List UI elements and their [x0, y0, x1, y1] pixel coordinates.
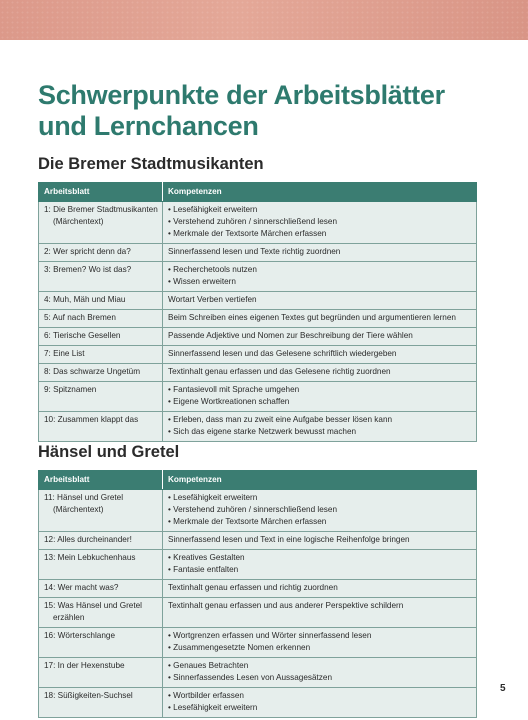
kompetenz-item: • Genaues Betrachten [168, 661, 249, 670]
kompetenz-item: • Eigene Wortkreationen schaffen [168, 397, 290, 406]
table-row [39, 310, 477, 328]
kompetenz-item: • Recherchetools nutzen [168, 265, 257, 274]
table-row [39, 292, 477, 310]
table-row [39, 202, 477, 244]
kompetenz-item: Textinhalt genau erfassen und richtig zuordnen [168, 583, 338, 592]
arbeitsblatt-text: 16: Wörterschlange [44, 631, 115, 640]
kompetenzen-cell [163, 244, 477, 262]
page-title [38, 80, 498, 142]
table-row [39, 412, 477, 442]
column-header-kompetenzen: Kompetenzen [163, 471, 477, 490]
kompetenz-item: • Kreatives Gestalten [168, 553, 245, 562]
arbeitsblatt-text: 10: Zusammen klappt das [44, 415, 139, 424]
kompetenzen-cell [163, 628, 477, 658]
kompetenzen-cell [163, 382, 477, 412]
kompetenz-item: Textinhalt genau erfassen und das Gelesene richtig zuordnen [168, 367, 391, 376]
arbeitsblatt-text: 6: Tierische Gesellen [44, 331, 121, 340]
arbeitsblatt-text: 3: Bremen? Wo ist das? [44, 265, 132, 274]
kompetenz-item: • Merkmale der Textsorte Märchen erfassen [168, 229, 327, 238]
arbeitsblatt-cell [39, 580, 163, 598]
page-number: 5 [500, 683, 506, 694]
page-title-line: und Lernchancen [38, 111, 259, 141]
table-row [39, 688, 477, 718]
table-row [39, 382, 477, 412]
kompetenzen-cell [163, 262, 477, 292]
arbeitsblatt-cell [39, 688, 163, 718]
kompetenz-item: • Verstehend zuhören / sinnerschließend lesen [168, 217, 337, 226]
kompetenz-item: Sinnerfassend lesen und Texte richtig zuordnen [168, 247, 341, 256]
arbeitsblatt-cell [39, 598, 163, 628]
arbeitsblatt-text: 2: Wer spricht denn da? [44, 247, 131, 256]
column-header-arbeitsblatt: Arbeitsblatt [39, 183, 163, 202]
arbeitsblatt-text: 7: Eine List [44, 349, 85, 358]
arbeitsblatt-cell [39, 262, 163, 292]
kompetenzen-cell [163, 328, 477, 346]
table-header-row [39, 183, 477, 202]
kompetenzen-cell [163, 364, 477, 382]
competence-table [38, 470, 477, 718]
arbeitsblatt-text: 11: Hänsel und Gretel [44, 493, 124, 502]
arbeitsblatt-text: 4: Muh, Mäh und Miau [44, 295, 126, 304]
table-row [39, 658, 477, 688]
kompetenzen-cell [163, 310, 477, 328]
kompetenzen-cell [163, 202, 477, 244]
column-header-arbeitsblatt: Arbeitsblatt [39, 471, 163, 490]
kompetenz-item: • Merkmale der Textsorte Märchen erfassen [168, 517, 327, 526]
competence-table [38, 182, 477, 442]
table-row [39, 580, 477, 598]
table-row [39, 628, 477, 658]
kompetenzen-cell [163, 532, 477, 550]
kompetenz-item: Wortart Verben vertiefen [168, 295, 257, 304]
arbeitsblatt-cell [39, 490, 163, 532]
arbeitsblatt-text: (Märchentext) [53, 505, 104, 514]
section-heading: Die Bremer Stadtmusikanten [38, 155, 264, 173]
arbeitsblatt-cell [39, 202, 163, 244]
kompetenz-item: • Sich das eigene starke Netzwerk bewusst machen [168, 427, 357, 436]
kompetenz-item: • Erleben, dass man zu zweit eine Aufgabe besser lösen kann [168, 415, 393, 424]
kompetenzen-cell [163, 292, 477, 310]
kompetenz-item: • Lesefähigkeit erweitern [168, 703, 258, 712]
arbeitsblatt-cell [39, 292, 163, 310]
kompetenz-item: Beim Schreiben eines eigenen Textes gut begründen und argumentieren lernen [168, 313, 456, 322]
arbeitsblatt-cell [39, 550, 163, 580]
kompetenz-item: • Wortbilder erfassen [168, 691, 244, 700]
arbeitsblatt-cell [39, 412, 163, 442]
arbeitsblatt-cell [39, 328, 163, 346]
kompetenz-item: Textinhalt genau erfassen und aus anderer Perspektive schildern [168, 601, 404, 610]
arbeitsblatt-text: 9: Spitznamen [44, 385, 97, 394]
kompetenz-item: Sinnerfassend lesen und das Gelesene schriftlich wiedergeben [168, 349, 397, 358]
arbeitsblatt-cell [39, 310, 163, 328]
page-title-line: Schwerpunkte der Arbeitsblätter [38, 80, 445, 110]
table-row [39, 550, 477, 580]
decorative-header-band [0, 0, 528, 40]
arbeitsblatt-text: 13: Mein Lebkuchenhaus [44, 553, 136, 562]
table-row [39, 598, 477, 628]
kompetenzen-cell [163, 346, 477, 364]
table-row [39, 328, 477, 346]
kompetenzen-cell [163, 490, 477, 532]
table-row [39, 346, 477, 364]
kompetenzen-cell [163, 412, 477, 442]
arbeitsblatt-text: 8: Das schwarze Ungetüm [44, 367, 141, 376]
arbeitsblatt-text: 1: Die Bremer Stadtmusikanten [44, 205, 158, 214]
arbeitsblatt-cell [39, 532, 163, 550]
kompetenz-item: • Zusammengesetzte Nomen erkennen [168, 643, 311, 652]
arbeitsblatt-text: 14: Wer macht was? [44, 583, 119, 592]
kompetenz-item: Passende Adjektive und Nomen zur Beschreibung der Tiere wählen [168, 331, 413, 340]
kompetenz-item: • Fantasievoll mit Sprache umgehen [168, 385, 300, 394]
kompetenz-item: Sinnerfassend lesen und Text in eine logische Reihenfolge bringen [168, 535, 410, 544]
arbeitsblatt-text: 12: Alles durcheinander! [44, 535, 132, 544]
kompetenzen-cell [163, 598, 477, 628]
kompetenz-item: • Lesefähigkeit erweitern [168, 493, 258, 502]
table-row [39, 532, 477, 550]
arbeitsblatt-cell [39, 658, 163, 688]
kompetenz-item: • Wissen erweitern [168, 277, 236, 286]
column-header-kompetenzen: Kompetenzen [163, 183, 477, 202]
kompetenz-item: • Sinnerfassendes Lesen von Aussagesätzen [168, 673, 332, 682]
arbeitsblatt-text: 17: In der Hexenstube [44, 661, 125, 670]
arbeitsblatt-cell [39, 244, 163, 262]
arbeitsblatt-text: (Märchentext) [53, 217, 104, 226]
kompetenz-item: • Lesefähigkeit erweitern [168, 205, 258, 214]
kompetenzen-cell [163, 550, 477, 580]
arbeitsblatt-text: 5: Auf nach Bremen [44, 313, 116, 322]
arbeitsblatt-cell [39, 346, 163, 364]
arbeitsblatt-cell [39, 628, 163, 658]
kompetenzen-cell [163, 658, 477, 688]
table-row [39, 490, 477, 532]
table-row [39, 364, 477, 382]
arbeitsblatt-cell [39, 382, 163, 412]
table-header-row [39, 471, 477, 490]
table-row [39, 244, 477, 262]
kompetenzen-cell [163, 688, 477, 718]
arbeitsblatt-text: 15: Was Hänsel und Gretel [44, 601, 142, 610]
kompetenz-item: • Wortgrenzen erfassen und Wörter sinnerfassend lesen [168, 631, 372, 640]
kompetenz-item: • Verstehend zuhören / sinnerschließend lesen [168, 505, 337, 514]
kompetenz-item: • Fantasie entfalten [168, 565, 239, 574]
table-row [39, 262, 477, 292]
arbeitsblatt-text: 18: Süßigkeiten-Suchsel [44, 691, 133, 700]
kompetenzen-cell [163, 580, 477, 598]
arbeitsblatt-cell [39, 364, 163, 382]
section-heading: Hänsel und Gretel [38, 443, 180, 461]
arbeitsblatt-text: erzählen [53, 613, 85, 622]
